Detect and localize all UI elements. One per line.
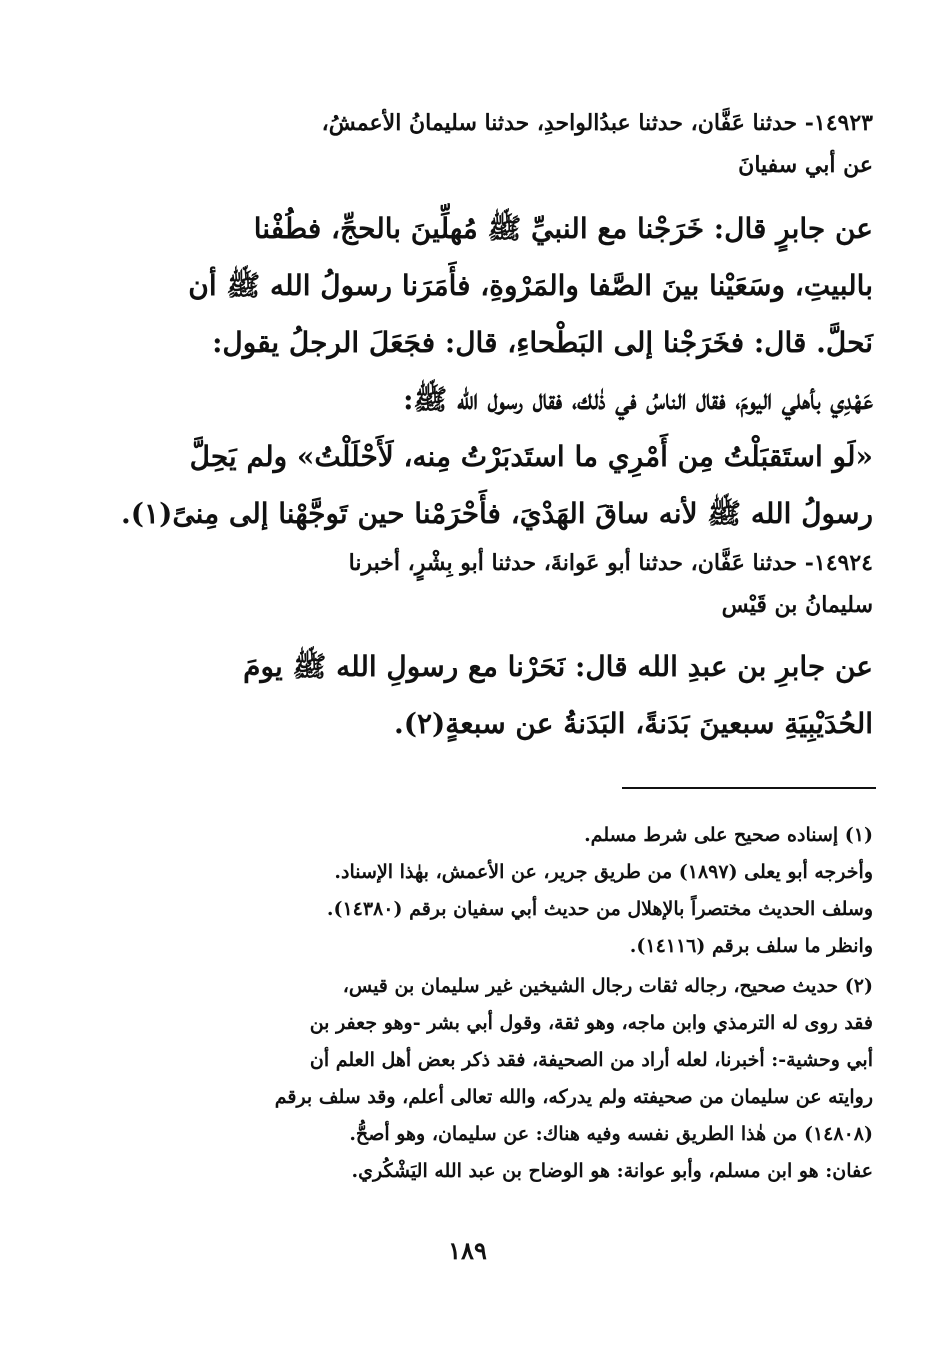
page-number: ١٨٩ (448, 1236, 487, 1265)
matn-line: عن جابرٍ قال: خَرَجْنا مع النبيِّ ﷺ مُهلِّينَ بالحجِّ، فطُفْنا (253, 212, 873, 245)
footnote-2 (53, 968, 873, 1190)
matn-line: بالبيتِ، وسَعَيْنا بينَ الصَّفا والمَرْوةِ، فأَمَرَنا رسولُ الله ﷺ أن (188, 269, 873, 302)
footnote-line: (١) إسناده صحيح على شرط مسلم. (584, 824, 873, 846)
footnote-line: (٢) حديث صحيح، رجاله ثقات رجال الشيخين غير سليمان بن قيس، (342, 975, 873, 997)
footnote-line: أبي وحشية-: أخبرنا، لعله أراد من الصحيفة، فقد ذكر بعض أهل العلم أن (309, 1049, 873, 1071)
isnad-line: عن أبي سفيانَ (738, 152, 873, 178)
matn-line: «لَو استَقبَلْتُ مِن أَمْرِي ما استَدبَرْتُ مِنه، لَأَحْلَلْتُ» ولم يَحِلَّ (189, 440, 873, 473)
matn-line: الحُدَيْبِيَةِ سبعينَ بَدَنةً، البَدَنةُ عن سبعةٍ(٢). (393, 707, 873, 740)
isnad-line: ١٤٩٢٤- حدثنا عَفَّان، حدثنا أبو عَوانةَ، حدثنا أبو بِشْرٍ، أخبرنا (348, 550, 873, 576)
matn-line: عن جابرِ بن عبدِ الله قال: نَحَرْنا مع رسولِ الله ﷺ يومَ (243, 650, 873, 683)
matn-line: نَحلَّ. قال: فخَرَجْنا إلى البَطْحاءِ، قال: فجَعَلَ الرجلُ يقول: (212, 326, 873, 359)
footnote-line: عفان: هو ابن مسلم، وأبو عوانة: هو الوضاح بن عبد الله اليَشْكُري. (351, 1160, 873, 1182)
footnote-line: روايته عن سليمان من صحيفته ولم يدركه، والله تعالى أعلم، وقد سلف برقم (274, 1086, 873, 1108)
hadith-14924-matn (53, 638, 873, 752)
footnote-divider (622, 787, 876, 789)
footnote-line: وأخرجه أبو يعلى (١٨٩٧) من طريق جرير، عن الأعمش، بهٰذا الإسناد. (334, 861, 873, 883)
footnote-1 (53, 817, 873, 965)
matn-line: عَهْدِي بأهلي اليومَ، فقال الناسُ في ذٰلك، فقال رسول الله ﷺ: (403, 383, 873, 416)
hadith-14923-isnad (53, 102, 873, 186)
isnad-line: ١٤٩٢٣- حدثنا عَفَّان، حدثنا عبدُالواحدِ، حدثنا سليمانُ الأعمشُ، (321, 110, 873, 136)
footnote-line: فقد روى له الترمذي وابن ماجه، وهو ثقة، وقول أبي بشر -وهو جعفر بن (309, 1012, 873, 1034)
footnote-line: وسلف الحديث مختصراً بالإهلال من حديث أبي سفيان برقم (١٤٣٨٠). (326, 898, 873, 920)
footnote-line: وانظر ما سلف برقم (١٤١١٦). (629, 935, 873, 957)
footnote-line: (١٤٨٠٨) من هٰذا الطريق نفسه وفيه هناك: عن سليمان، وهو أصحُّ. (349, 1123, 873, 1145)
hadith-14923-matn (53, 200, 873, 542)
hadith-14924-isnad (53, 542, 873, 626)
matn-line: رسولُ الله ﷺ لأنه ساقَ الهَدْيَ، فأَحْرَمْنا حين تَوجَّهْنا إلى مِنىً(١). (121, 497, 873, 530)
isnad-line: سليمانُ بن قَيْس (721, 592, 873, 618)
